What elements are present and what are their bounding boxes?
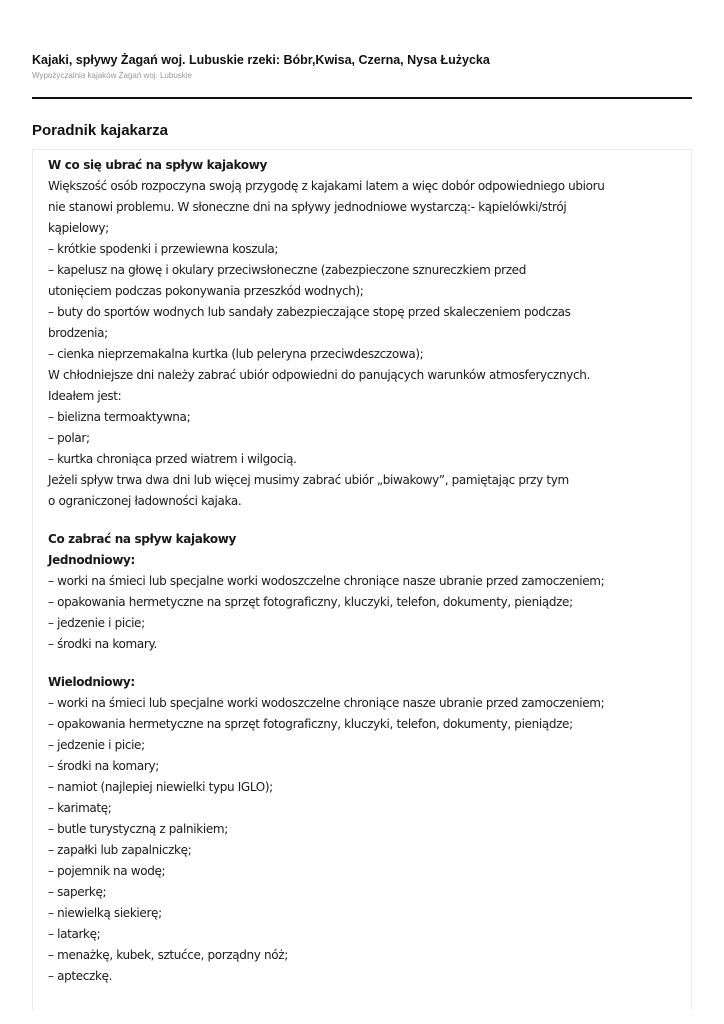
site-title[interactable]: Kajaki, spływy Żagań woj. Lubuskie rzeki: Bóbr,Kwisa, Czerna, Nysa Łużycka: [32, 53, 490, 67]
section-subheading: Wielodniowy:: [48, 675, 135, 689]
text-line: brodzenia;: [48, 326, 108, 340]
text-line: – buty do sportów wodnych lub sandały zabezpieczające stopę przed skaleczeniem podczas: [48, 305, 571, 319]
section-packing: [48, 529, 668, 655]
site-description: Wypożyczalnia kajaków Żagań woj. Lubuskie: [32, 71, 193, 80]
text-line: – środki na komary;: [48, 759, 159, 773]
text-line: Większość osób rozpoczyna swoją przygodę z kajakami latem a więc dobór odpowiedniego ubioru: [48, 179, 605, 193]
one-day-list: [48, 571, 668, 655]
text-line: – bielizna termoaktywna;: [48, 410, 191, 424]
text-line: Jeżeli spływ trwa dwa dni lub więcej musimy zabrać ubiór „biwakowy”, pamiętając przy tym: [48, 473, 569, 487]
text-line: – saperkę;: [48, 885, 107, 899]
text-line: – menażkę, kubek, sztućce, porządny nóż;: [48, 948, 288, 962]
text-line: – kurtka chroniąca przed wiatrem i wilgocią.: [48, 452, 297, 466]
text-line: – polar;: [48, 431, 90, 445]
text-line: – pojemnik na wodę;: [48, 864, 166, 878]
text-line: Ideałem jest:: [48, 389, 122, 403]
text-line: – kapelusz na głowę i okulary przeciwsłoneczne (zabezpieczone sznureczkiem przed: [48, 263, 526, 277]
section-heading: Co zabrać na spływ kajakowy: [48, 532, 236, 546]
text-line: – butle turystyczną z palnikiem;: [48, 822, 228, 836]
text-line: – cienka nieprzemakalna kurtka (lub peleryna przeciwdeszczowa);: [48, 347, 424, 361]
text-line: – środki na komary.: [48, 637, 157, 651]
site-header: [32, 53, 692, 80]
section-clothing: [48, 155, 668, 512]
text-line: – latarkę;: [48, 927, 101, 941]
section-multi-day: [48, 672, 668, 987]
section-heading: W co się ubrać na spływ kajakowy: [48, 158, 267, 172]
text-line: o ograniczonej ładowności kajaka.: [48, 494, 242, 508]
multi-day-list: [48, 693, 668, 987]
section-subheading: Jednodniowy:: [48, 553, 135, 567]
text-line: – karimatę;: [48, 801, 112, 815]
text-line: utonięciem podczas pokonywania przeszkód wodnych);: [48, 284, 364, 298]
text-line: – apteczkę.: [48, 969, 113, 983]
clothing-lines: [48, 176, 668, 512]
header-divider: [32, 97, 692, 99]
article-content: [48, 155, 668, 987]
text-line: – worki na śmieci lub specjalne worki wodoszczelne chroniące nasze ubranie przed zamoczeniem;: [48, 696, 605, 710]
text-line: – zapałki lub zapalniczkę;: [48, 843, 192, 857]
text-line: W chłodniejsze dni należy zabrać ubiór odpowiedni do panujących warunków atmosferycznych.: [48, 368, 590, 382]
text-line: – opakowania hermetyczne na sprzęt fotograficzny, kluczyki, telefon, dokumenty, pieniądze;: [48, 717, 573, 731]
text-line: – krótkie spodenki i przewiewna koszula;: [48, 242, 279, 256]
text-line: – niewielką siekierę;: [48, 906, 162, 920]
text-line: – jedzenie i picie;: [48, 616, 145, 630]
text-line: nie stanowi problemu. W słoneczne dni na spływy jednodniowe wystarczą:- kąpielówki/strój: [48, 200, 567, 214]
text-line: – jedzenie i picie;: [48, 738, 145, 752]
text-line: kąpielowy;: [48, 221, 109, 235]
text-line: – namiot (najlepiej niewielki typu IGLO);: [48, 780, 273, 794]
text-line: – worki na śmieci lub specjalne worki wodoszczelne chroniące nasze ubranie przed zamoczeniem;: [48, 574, 605, 588]
text-line: – opakowania hermetyczne na sprzęt fotograficzny, kluczyki, telefon, dokumenty, pieniądze;: [48, 595, 573, 609]
page-title: Poradnik kajakarza: [32, 122, 168, 139]
